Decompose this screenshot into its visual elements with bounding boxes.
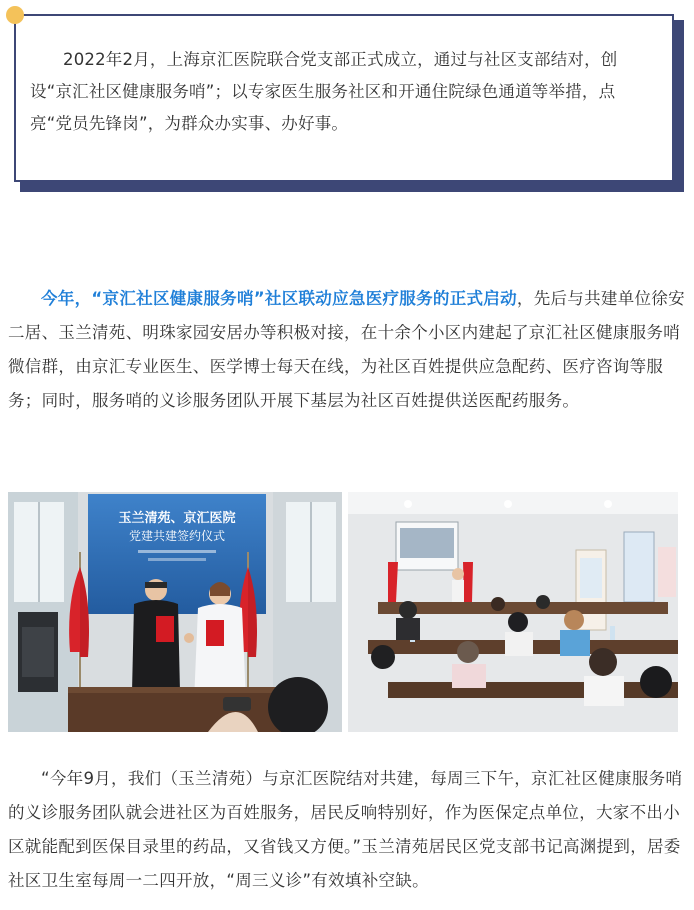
paragraph-1-highlight: 今年，“京汇社区健康服务哨”社区联动应急医疗服务的正式启动 <box>41 289 517 308</box>
banner-line-2: 党建共建签约仪式 <box>128 529 226 543</box>
intro-card <box>0 0 694 200</box>
community-meeting-photo <box>348 492 678 732</box>
paragraph-2: “今年9月，我们（玉兰清苑）与京汇医院结对共建，每周三下午，京汇社区健康服务哨的义诊服务团队就会进社区为百姓服务，居民反响特别好，作为医保定点单位，大家不出小区就能配到医保目录里的药品，又省钱又方便。”玉兰清苑居民区党支部书记高渊提到，居委社区卫生室每周一二四开放，“周三义诊”有效填补空缺。 <box>8 769 683 890</box>
intro-text: 2022年2月，上海京汇医院联合党支部正式成立，通过与社区支部结对，创设“京汇社区健康服务哨”；以专家医生服务社区和开通住院绿色通道等举措，点亮“党员先锋岗”，为群众办实事、办好事。 <box>30 50 618 133</box>
signing-ceremony-photo <box>8 492 342 732</box>
paragraph-1 <box>8 282 686 418</box>
yellow-dot-icon <box>6 6 24 24</box>
banner-line-1: 玉兰清苑、京汇医院 <box>118 511 236 526</box>
paragraph-1-text: ，先后与共建单位徐安二居、玉兰清苑、明珠家园安居办等积极对接，在十余个小区内建起了京汇社区健康服务哨微信群，由京汇专业医生、医学博士每天在线，为社区百姓提供应急配药、医疗咨询等服务；同时，服务哨的义诊服务团队开展下基层为社区百姓提供送医配药服务。 <box>8 289 685 410</box>
